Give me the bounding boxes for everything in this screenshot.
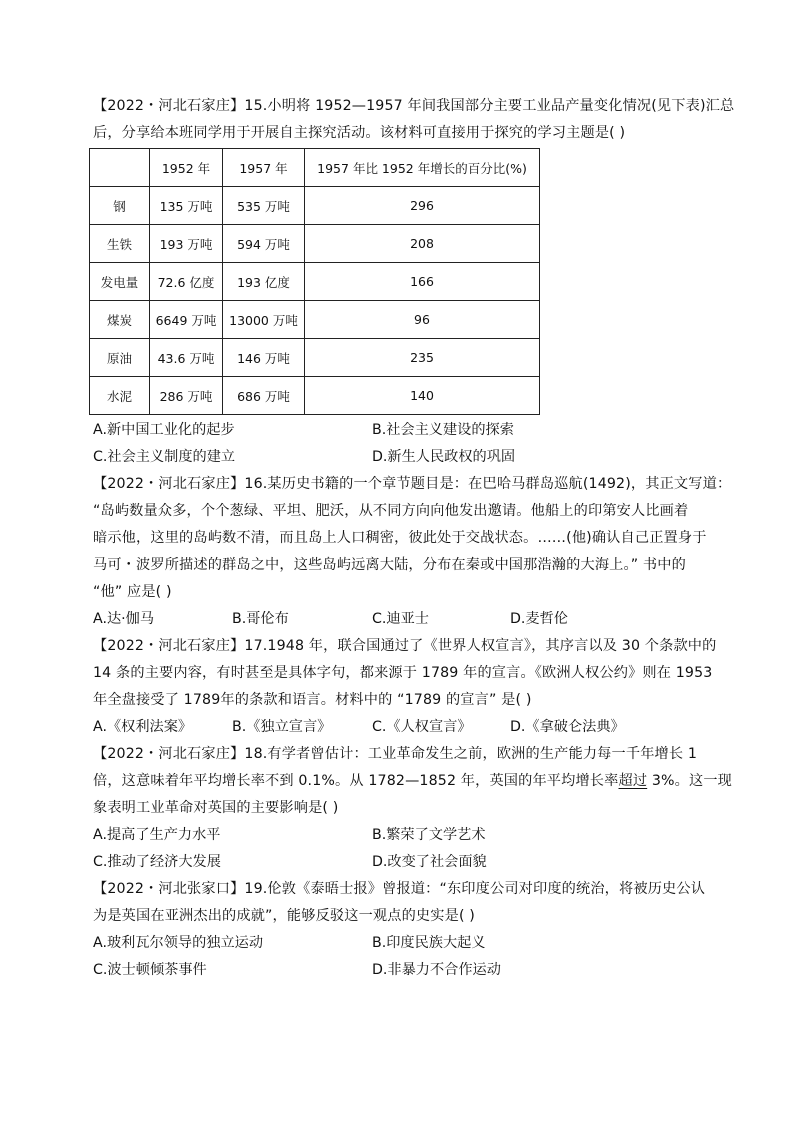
table-cell: 135 万吨 [150, 187, 223, 225]
q16-option-b: B.哥伦布 [232, 611, 289, 627]
table-row [90, 339, 540, 377]
table-cell: 594 万吨 [223, 225, 305, 263]
table-cell: 生铁 [90, 225, 150, 263]
q18-option-d: D.改变了社会面貌 [372, 854, 487, 870]
q16-stem-line-3: 暗示他，这里的岛屿数不清，而且岛上人口稠密，彼此处于交战状态。……(他)确认自己正置身于 [93, 530, 707, 546]
table-cell: 钢 [90, 187, 150, 225]
q19-option-a: A.玻利瓦尔领导的独立运动 [93, 935, 264, 951]
table-header-cell [90, 149, 150, 187]
q19-stem-line-2: 为是英国在亚洲杰出的成就”，能够反驳这一观点的史实是( ) [93, 908, 475, 924]
table-cell: 72.6 亿度 [150, 263, 223, 301]
q15-stem-line-1: 【2022・河北石家庄】15.小明将 1952—1957 年间我国部分主要工业品产量变化情况(见下表)汇总 [93, 98, 735, 114]
q17-option-a: A.《权利法案》 [93, 719, 193, 735]
q16-option-c: C.迪亚士 [372, 611, 429, 627]
table-header-row [90, 149, 540, 187]
q17-option-b: B.《独立宣言》 [232, 719, 332, 735]
q18-option-a: A.提高了生产力水平 [93, 827, 221, 843]
table-cell: 235 [305, 339, 540, 377]
table-row [90, 187, 540, 225]
table-cell: 水泥 [90, 377, 150, 415]
q18-stem-line-1: 【2022・河北石家庄】18.有学者曾估计：工业革命发生之前，欧洲的生产能力每一千年增长 1 [93, 746, 698, 762]
table-cell: 146 万吨 [223, 339, 305, 377]
q19-option-c: C.波士顿倾茶事件 [93, 962, 207, 978]
table-header-cell: 1957 年 [223, 149, 305, 187]
q16-stem-line-2: “岛屿数量众多，个个葱绿、平坦、肥沃，从不同方向向他发出邀请。他船上的印第安人比画着 [93, 503, 689, 519]
table-cell: 发电量 [90, 263, 150, 301]
q18-stem-line-2 [93, 772, 732, 790]
q15-option-c: C.社会主义制度的建立 [93, 449, 236, 465]
table-cell: 166 [305, 263, 540, 301]
table-row [90, 225, 540, 263]
q17-stem-line-1: 【2022・河北石家庄】17.1948 年，联合国通过了《世界人权宣言》，其序言以及 30 个条款中的 [93, 638, 717, 654]
q17-option-d: D.《拿破仑法典》 [510, 719, 625, 735]
q18-option-b: B.繁荣了文学艺术 [372, 827, 486, 843]
q16-stem-line-1: 【2022・河北石家庄】16.某历史书籍的一个章节题目是：在巴哈马群岛巡航(1492)，其正文写道： [93, 476, 732, 492]
q18-line2-text-b: 3%。这一现 [647, 773, 733, 789]
q16-option-a: A.达·伽马 [93, 611, 155, 627]
q15-data-table [89, 148, 540, 415]
table-row [90, 263, 540, 301]
table-cell: 686 万吨 [223, 377, 305, 415]
q17-stem-line-2: 14 条的主要内容，有时甚至是具体字句，都来源于 1789 年的宣言。《欧洲人权公约》则在 1953 [93, 665, 713, 681]
q15-stem-line-2: 后，分享给本班同学用于开展自主探究活动。该材料可直接用于探究的学习主题是( ) [93, 125, 626, 141]
table-header-cell: 1952 年 [150, 149, 223, 187]
q17-stem-line-3: 年全盘接受了 1789年的条款和语言。材料中的 “1789 的宣言” 是( ) [93, 692, 532, 708]
table-cell: 原油 [90, 339, 150, 377]
table-cell: 6649 万吨 [150, 301, 223, 339]
q19-option-b: B.印度民族大起义 [372, 935, 486, 951]
table-cell: 43.6 万吨 [150, 339, 223, 377]
q18-underlined-word: 超过 [618, 773, 648, 789]
q16-stem-line-5: “他” 应是( ) [93, 584, 172, 600]
table-cell: 96 [305, 301, 540, 339]
table-cell: 208 [305, 225, 540, 263]
table-cell: 535 万吨 [223, 187, 305, 225]
q15-option-d: D.新生人民政权的巩固 [372, 449, 516, 465]
q19-option-d: D.非暴力不合作运动 [372, 962, 501, 978]
table-cell: 140 [305, 377, 540, 415]
table-header-cell: 1957 年比 1952 年增长的百分比(%) [305, 149, 540, 187]
table-cell: 13000 万吨 [223, 301, 305, 339]
q17-option-c: C.《人权宣言》 [372, 719, 472, 735]
q16-option-d: D.麦哲伦 [510, 611, 568, 627]
table-cell: 286 万吨 [150, 377, 223, 415]
table-row [90, 301, 540, 339]
table-cell: 193 亿度 [223, 263, 305, 301]
q18-option-c: C.推动了经济大发展 [93, 854, 221, 870]
q16-stem-line-4: 马可・波罗所描述的群岛之中，这些岛屿远离大陆，分布在秦或中国那浩瀚的大海上。” 书中的 [93, 557, 686, 573]
table-row [90, 377, 540, 415]
q19-stem-line-1: 【2022・河北张家口】19.伦敦《泰晤士报》曾报道：“东印度公司对印度的统治，将被历史公认 [93, 881, 706, 897]
q15-option-a: A.新中国工业化的起步 [93, 422, 235, 438]
q18-stem-line-3: 象表明工业革命对英国的主要影响是( ) [93, 800, 339, 816]
table-cell: 193 万吨 [150, 225, 223, 263]
table-cell: 煤炭 [90, 301, 150, 339]
table-cell: 296 [305, 187, 540, 225]
q15-option-b: B.社会主义建设的探索 [372, 422, 514, 438]
q18-line2-text-a: 倍，这意味着年平均增长率不到 0.1%。从 1782—1852 年，英国的年平均增长率 [93, 773, 619, 789]
